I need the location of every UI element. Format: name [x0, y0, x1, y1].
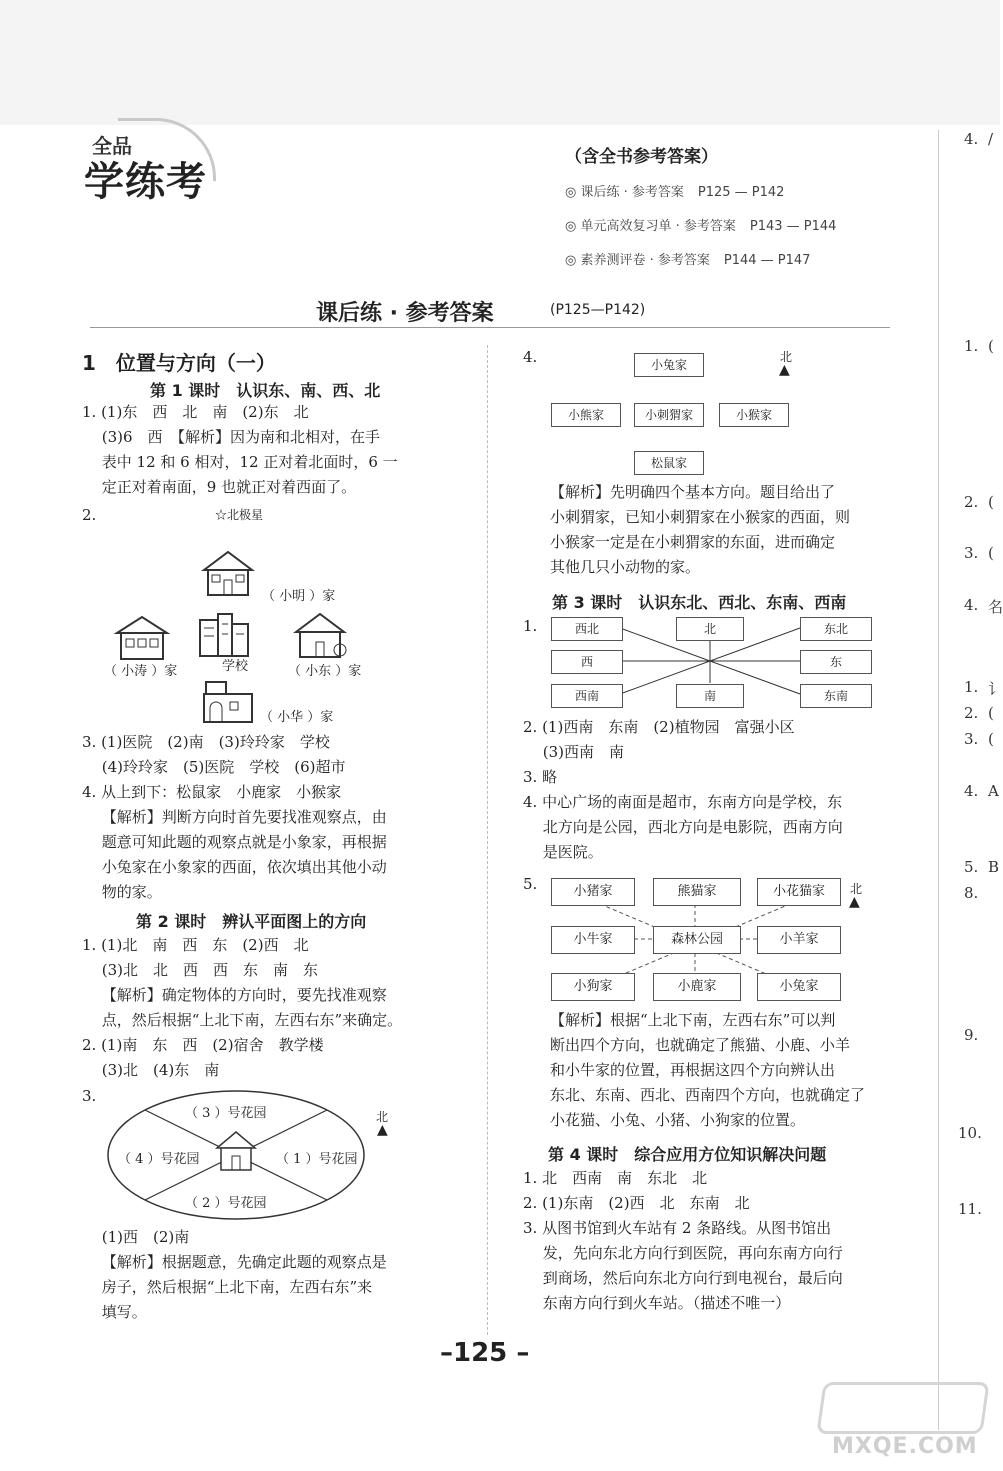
- logo-text: 学练考: [84, 159, 207, 205]
- top-band: [0, 0, 1000, 125]
- answer-line: 1. (1)东 西 北 南 (2)东 北: [82, 403, 309, 421]
- answer-line: 【解析】先明确四个基本方向。题目给出了: [550, 483, 836, 501]
- answer-line: 表中 12 和 6 相对，12 正对着北面时，6 一: [82, 453, 398, 471]
- answer-line: (4)玲玲家 (5)医院 学校 (6)超市: [82, 758, 346, 776]
- edge-fragment: (: [988, 704, 994, 722]
- north-label: 北: [376, 1110, 389, 1124]
- contents-title: （含全书参考答案）: [565, 147, 718, 167]
- lesson-title: 第 3 课时 认识东北、西北、东南、西南: [552, 593, 847, 612]
- answer-line: (1)西 (2)南: [82, 1228, 190, 1246]
- grid-box-top: 小兔家: [634, 353, 704, 377]
- dir-box-se: 东南: [800, 684, 872, 708]
- edge-number: 1.: [964, 678, 979, 696]
- edge-fragment: /: [988, 130, 994, 148]
- question-number: 3.: [82, 1087, 97, 1105]
- north-arrow-icon: ▲: [779, 362, 790, 378]
- contents-item: [565, 249, 810, 268]
- page-edge: [938, 130, 939, 1430]
- grid2-cell-2: 熊猫家: [653, 878, 741, 906]
- answer-line: 东北、东南、西北、西南四个方向，也就确定了: [550, 1086, 866, 1104]
- edge-number: 1.: [964, 337, 979, 355]
- answer-line: 东南方向行到火车站。（描述不唯一）: [523, 1294, 791, 1312]
- north-label: 北: [850, 882, 863, 896]
- edge-number: 3.: [964, 730, 979, 748]
- house-icon: [290, 612, 350, 660]
- edge-fragment: (: [988, 544, 994, 562]
- page-number: –125 –: [440, 1338, 530, 1368]
- map-label-xiaoming: （ 小明 ）家: [262, 589, 336, 604]
- garden-4-label: （ 4 ）号花园: [118, 1152, 200, 1167]
- answer-line: 【解析】根据题意，先确定此题的观察点是: [82, 1253, 387, 1271]
- edge-fragment: (: [988, 493, 994, 511]
- contents-item-range: P144 — P147: [723, 253, 811, 268]
- contents-item-name: ◎ 单元高效复习单 · 参考答案: [565, 219, 736, 234]
- answer-line: 题意可知此题的观察点就是小象家，再根据: [82, 833, 387, 851]
- answer-line: (3)北 (4)东 南: [82, 1061, 220, 1079]
- answer-line: 到商场，然后向东北方向行到电视台，最后向: [523, 1269, 843, 1287]
- map-label-xiaohua: （ 小华 ）家: [260, 710, 334, 725]
- answer-line: 【解析】确定物体的方向时，要先找准观察: [82, 986, 387, 1004]
- edge-fragment: B: [988, 858, 1000, 876]
- answer-line: 【解析】根据“上北下南，左西右东”可以判: [550, 1011, 836, 1029]
- dir-box-w: 西: [551, 650, 623, 674]
- map-label-school: 学校: [222, 659, 249, 674]
- edge-number: 9.: [964, 1026, 979, 1044]
- contents-item-name: ◎ 素养测评卷 · 参考答案: [565, 253, 710, 268]
- grid-box-left: 小熊家: [551, 403, 621, 427]
- answer-line: 北方向是公园，西北方向是电影院，西南方向: [523, 818, 843, 836]
- answer-line: 1. (1)北 南 西 东 (2)西 北: [82, 936, 309, 954]
- edge-number: 4.: [964, 130, 979, 148]
- garden-3-label: （ 3 ）号花园: [185, 1106, 267, 1121]
- grid2-cell-5: 森林公园: [653, 926, 741, 954]
- north-star-label: ☆北极星: [215, 508, 264, 522]
- edge-number: 3.: [964, 544, 979, 562]
- grid2-cell-1: 小猪家: [551, 878, 635, 906]
- grid2-cell-6: 小羊家: [757, 926, 841, 954]
- edge-number: 10.: [958, 1124, 982, 1142]
- edge-fragment: A: [988, 782, 999, 800]
- contents-item-name: ◎ 课后练 · 参考答案: [565, 185, 684, 200]
- edge-number: 4.: [964, 596, 979, 614]
- map-label-xiaodong: （ 小东 ）家: [288, 664, 362, 679]
- answer-line: 小猴家一定是在小刺猬家的东面，进而确定: [550, 533, 836, 551]
- answer-block: [550, 1008, 865, 1133]
- contents-item-range: P125 — P142: [697, 185, 785, 200]
- edge-number: 2.: [964, 493, 979, 511]
- edge-number: 11.: [958, 1200, 982, 1218]
- edge-fragment: (: [988, 337, 994, 355]
- edge-number: 4.: [964, 782, 979, 800]
- contents-item: [565, 215, 836, 234]
- answer-line: 3. 略: [523, 768, 558, 786]
- answer-line: 1. 北 西南 南 东北 北: [523, 1169, 708, 1187]
- north-arrow-icon: ▲: [849, 894, 860, 910]
- logo-small-text: 全品: [92, 134, 132, 158]
- house-icon: [113, 615, 171, 661]
- grid2-cell-4: 小牛家: [551, 926, 635, 954]
- lesson-title: 第 2 课时 辨认平面图上的方向: [136, 912, 367, 931]
- answer-block: [82, 1225, 387, 1325]
- watermark-logo-icon: [816, 1382, 989, 1434]
- section-range: (P125—P142): [550, 302, 646, 318]
- answer-line: 小兔家在小象家的西面，依次填出其他小动: [82, 858, 387, 876]
- dir-box-sw: 西南: [551, 684, 623, 708]
- edge-number: 8.: [964, 884, 979, 902]
- school-icon: [198, 612, 250, 658]
- dir-box-s: 南: [676, 684, 744, 708]
- question-number: 1.: [523, 617, 538, 635]
- answer-line: 其他几只小动物的家。: [550, 558, 701, 576]
- house-icon: [200, 678, 256, 724]
- answer-line: (3)西南 南: [523, 743, 625, 761]
- answer-line: 3. 从图书馆到火车站有 2 条路线。从图书馆出: [523, 1219, 832, 1237]
- answer-line: 2. (1)西南 东南 (2)植物园 富强小区: [523, 718, 795, 736]
- edge-fragment: (: [988, 730, 994, 748]
- answer-line: 2. (1)东南 (2)西 北 东南 北: [523, 1194, 750, 1212]
- dir-box-e: 东: [800, 650, 872, 674]
- answer-line: (3)北 北 西 西 东 南 东: [82, 961, 319, 979]
- answer-line: 小花猫、小兔、小猪、小狗家的位置。: [550, 1111, 806, 1129]
- contents-item-range: P143 — P144: [749, 219, 837, 234]
- dir-box-ne: 东北: [800, 617, 872, 641]
- grid2-cell-9: 小兔家: [757, 973, 841, 1001]
- answer-line: 2. (1)南 东 西 (2)宿舍 教学楼: [82, 1036, 324, 1054]
- answer-line: 物的家。: [82, 883, 162, 901]
- contents-item: [565, 181, 784, 200]
- answer-line: 是医院。: [523, 843, 603, 861]
- lesson-title: 第 4 课时 综合应用方位知识解决问题: [548, 1145, 827, 1164]
- answer-line: 4. 中心广场的南面是超市，东南方向是学校，东: [523, 793, 843, 811]
- grid2-cell-3: 小花猫家: [757, 878, 841, 906]
- question-number: 5.: [523, 875, 538, 893]
- garden-2-label: （ 2 ）号花园: [185, 1196, 267, 1211]
- answer-block: [82, 400, 398, 500]
- grid-box-right: 小猴家: [719, 403, 789, 427]
- chapter-title: 1 位置与方向（一）: [82, 351, 276, 375]
- grid2-cell-7: 小狗家: [551, 973, 635, 1001]
- answer-line: 发，先向东北方向行到医院，再向东南方向行: [523, 1244, 843, 1262]
- answer-line: 【解析】判断方向时首先要找准观察点，由: [82, 808, 387, 826]
- answer-line: (3)6 西 【解析】因为南和北相对，在手: [82, 428, 381, 446]
- north-label: 北: [780, 350, 793, 364]
- watermark-text: MXQE.COM: [832, 1434, 978, 1459]
- answer-line: 断出四个方向，也就确定了熊猫、小鹿、小羊: [550, 1036, 851, 1054]
- edge-fragment: 讠: [988, 680, 1003, 698]
- answer-block: [82, 730, 387, 905]
- edge-number: 5.: [964, 858, 979, 876]
- answer-block: [550, 480, 850, 580]
- answer-line: 房子，然后根据“上北下南，左西右东”来: [82, 1278, 373, 1296]
- answer-block: [523, 1166, 843, 1316]
- section-rule: [90, 327, 890, 328]
- garden-1-label: （ 1 ）号花园: [276, 1152, 358, 1167]
- answer-line: 和小牛家的位置，再根据这四个方向辨认出: [550, 1061, 836, 1079]
- map-label-xiaotao: （ 小涛 ）家: [104, 664, 178, 679]
- dir-box-nw: 西北: [551, 617, 623, 641]
- grid-box-center: 小刺猬家: [634, 403, 704, 427]
- answer-line: 小刺猬家，已知小刺猬家在小猴家的西面，则: [550, 508, 851, 526]
- answer-block: [523, 715, 843, 865]
- house-icon: [198, 550, 258, 598]
- answer-line: 3. (1)医院 (2)南 (3)玲玲家 学校: [82, 733, 330, 751]
- grid2-cell-8: 小鹿家: [653, 973, 741, 1001]
- answer-line: 点，然后根据“上北下南，左西右东”来确定。: [82, 1011, 403, 1029]
- section-title: 课后练 · 参考答案: [316, 301, 494, 326]
- grid-box-bottom: 松鼠家: [634, 451, 704, 475]
- edge-number: 2.: [964, 704, 979, 722]
- answer-line: 定正对着南面，9 也就正对着西面了。: [82, 478, 357, 496]
- dir-box-n: 北: [676, 617, 744, 641]
- north-arrow-icon: ▲: [377, 1122, 388, 1138]
- answer-line: 填写。: [82, 1303, 147, 1321]
- question-number: 4.: [523, 348, 538, 366]
- edge-fragment: 名: [988, 598, 1003, 616]
- question-number: 2.: [82, 506, 97, 524]
- answer-block: [82, 933, 402, 1083]
- lesson-title: 第 1 课时 认识东、南、西、北: [150, 381, 381, 400]
- answer-line: 4. 从上到下：松鼠家 小鹿家 小猴家: [82, 783, 342, 801]
- column-divider: [487, 345, 489, 1335]
